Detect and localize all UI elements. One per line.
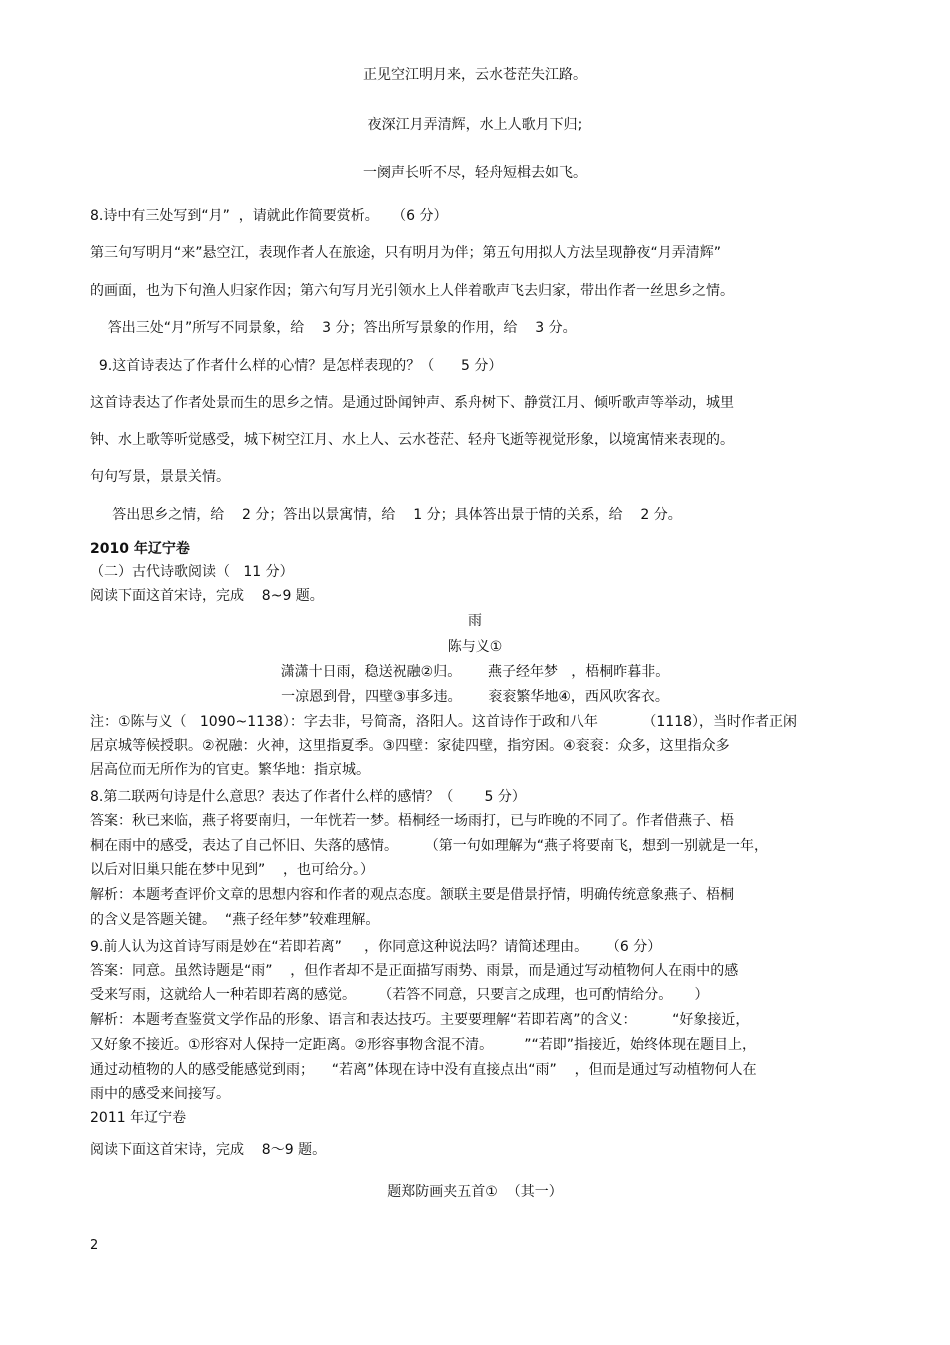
text-line: 一凉恩到骨，四壁③事多违。 衮衮繁华地④，西风吹客衣。 bbox=[281, 689, 669, 705]
text-line: 注：①陈与义（ 1090~1138）：字去非，号简斋，洛阳人。这首诗作于政和八年 （1118），当时作者正闲 bbox=[90, 714, 798, 730]
text-line: 钟、水上歌等听觉感受，城下树空江月、水上人、云水苍茫、轻舟飞逝等视觉形象，以境寓情来表现的。 bbox=[90, 432, 734, 448]
text-line: 的含义是答题关键。 “燕子经年梦”较难理解。 bbox=[90, 912, 380, 928]
text-line: 题郑防画夹五首① （其一） bbox=[387, 1184, 563, 1200]
text-line: 桐在雨中的感受，表达了自己怀旧、失落的感情。 （第一句如理解为“燕子将要南飞，想到一别就是一年， bbox=[90, 838, 768, 854]
text-line: 解析：本题考查鉴赏文学作品的形象、语言和表达技巧。主要要理解“若即若离”的含义： “好象接近， bbox=[90, 1012, 750, 1028]
text-line: 居高位而无所作为的官吏。繁华地：指京城。 bbox=[90, 762, 370, 778]
text-line: 的画面，也为下句渔人归家作因；第六句写月光引领水上人伴着歌声飞去归家，带出作者一丝思乡之情。 bbox=[90, 283, 734, 299]
text-line: 雨 bbox=[468, 613, 482, 629]
page-number: 2 bbox=[90, 1238, 99, 1253]
text-line: 这首诗表达了作者处景而生的思乡之情。是通过卧闻钟声、系舟树下、静赏江月、倾听歌声等举动，城里 bbox=[90, 395, 734, 411]
text-line: 受来写雨，这就给人一种若即若离的感觉。 （若答不同意，只要言之成理，也可酌情给分。 ） bbox=[90, 987, 709, 1003]
text-line: 句句写景，景景关情。 bbox=[90, 469, 230, 485]
text-line: 以后对旧巢只能在梦中见到” ，也可给分。） bbox=[90, 862, 375, 878]
text-line: 正见空江明月来，云水苍茫失江路。 bbox=[363, 67, 587, 83]
text-line: 答案：秋已来临，燕子将要南归，一年恍若一梦。梧桐经一场雨打，已与昨晚的不同了。作者借燕子、梧 bbox=[90, 813, 734, 829]
text-line: 又好象不接近。①形容对人保持一定距离。②形容事物含混不清。 ”“若即”指接近，始终体现在题目上， bbox=[90, 1037, 757, 1053]
text-line: 夜深江月弄清辉，水上人歌月下归; bbox=[367, 117, 583, 133]
text-line: 8.第二联两句诗是什么意思？表达了作者什么样的感情？（ 5 分） bbox=[90, 789, 526, 805]
text-line: 阅读下面这首宋诗，完成 8~9 题。 bbox=[90, 588, 324, 604]
text-line: 雨中的感受来间接写。 bbox=[90, 1086, 230, 1102]
text-line: 居京城等候授职。②祝融：火神，这里指夏季。③四壁：家徒四壁，指穷困。④衮衮：众多，这里指众多 bbox=[90, 738, 730, 754]
text-line: 9.这首诗表达了作者什么样的心情？是怎样表现的？（ 5 分） bbox=[90, 358, 503, 374]
text-line: 答出思乡之情，给 2 分；答出以景寓情，给 1 分；具体答出景于情的关系，给 2 分。 bbox=[90, 507, 682, 523]
text-line: 一阕声长听不尽，轻舟短楫去如飞。 bbox=[363, 165, 587, 181]
text-line: 答案：同意。虽然诗题是“雨” ，但作者却不是正面描写雨势、雨景，而是通过写动植物何人在雨中的感 bbox=[90, 963, 739, 979]
text-line: 阅读下面这首宋诗，完成 8～9 题。 bbox=[90, 1142, 327, 1158]
text-line: 答出三处“月”所写不同景象，给 3 分；答出所写景象的作用，给 3 分。 bbox=[90, 320, 577, 336]
text-line: 第三句写明月“来”悬空江，表现作者人在旅途，只有明月为伴；第五句用拟人方法呈现静夜“月弄清辉” bbox=[90, 245, 722, 261]
text-line: 2010 年辽宁卷 bbox=[90, 541, 190, 557]
text-line: 8.诗中有三处写到“月” ，请就此作简要赏析。 （6 分） bbox=[90, 208, 448, 224]
text-line: （二）古代诗歌阅读（ 11 分） bbox=[90, 564, 294, 580]
text-line: 通过动植物的人的感受能感觉到雨； “若离”体现在诗中没有直接点出“雨” ，但而是通过写动植物何人在 bbox=[90, 1062, 757, 1078]
text-line: 2011 年辽宁卷 bbox=[90, 1110, 187, 1126]
text-line: 潇潇十日雨，稳送祝融②归。 燕子经年梦 ，梧桐昨暮非。 bbox=[280, 664, 670, 680]
text-line: 解析：本题考查评价文章的思想内容和作者的观点态度。颔联主要是借景抒情，明确传统意象燕子、梧桐 bbox=[90, 887, 734, 903]
text-line: 9.前人认为这首诗写雨是妙在“若即若离” ，你同意这种说法吗？请简述理由。 （6 分） bbox=[90, 939, 662, 955]
text-line: 陈与义① bbox=[447, 639, 503, 655]
